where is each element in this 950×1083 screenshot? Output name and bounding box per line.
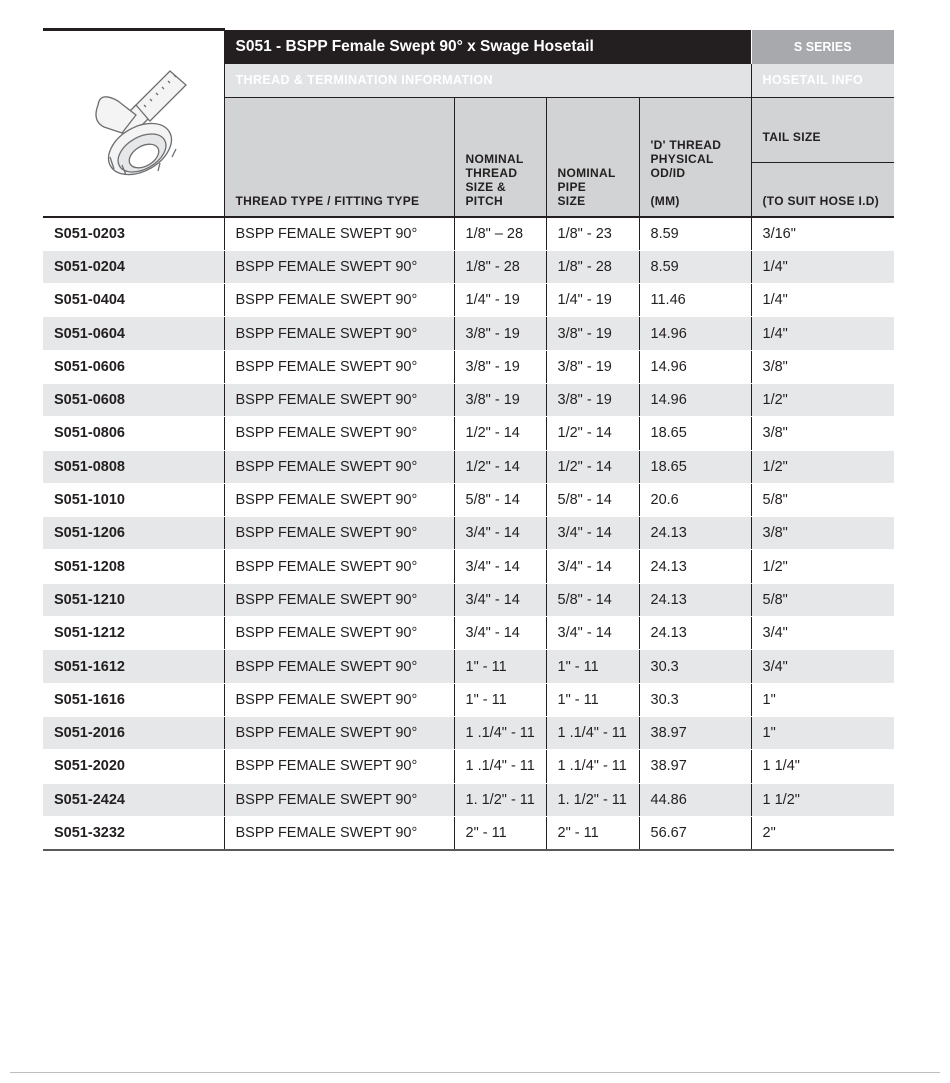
physical-od-cell: 14.96: [639, 317, 751, 350]
fitting-type-cell: BSPP FEMALE SWEPT 90°: [224, 550, 454, 583]
table-row: [43, 750, 894, 783]
table-row: [43, 250, 894, 283]
tail-size-cell: 3/4": [751, 650, 894, 683]
tail-size-cell: 1 1/4": [751, 750, 894, 783]
col-physical-od-unit: (MM): [650, 193, 680, 208]
thread-size-cell: 3/4" - 14: [454, 517, 546, 550]
thread-size-cell: 1" - 11: [454, 683, 546, 716]
physical-od-cell: 24.13: [639, 517, 751, 550]
physical-od-cell: 38.97: [639, 716, 751, 749]
fitting-type-cell: BSPP FEMALE SWEPT 90°: [224, 816, 454, 850]
table-title: S051 - BSPP Female Swept 90° x Swage Hosetail: [224, 30, 751, 64]
physical-od-cell: 18.65: [639, 450, 751, 483]
fitting-type-cell: BSPP FEMALE SWEPT 90°: [224, 783, 454, 816]
table-row: [43, 816, 894, 850]
part-number-cell: S051-0204: [43, 250, 224, 283]
pipe-size-cell: 1/8" - 28: [546, 250, 639, 283]
table-row: [43, 217, 894, 251]
tail-size-cell: 1/2": [751, 383, 894, 416]
physical-od-cell: 18.65: [639, 417, 751, 450]
table-row: [43, 617, 894, 650]
table-body: [43, 217, 894, 851]
pipe-size-cell: 1. 1/2" - 11: [546, 783, 639, 816]
part-number-cell: S051-0808: [43, 450, 224, 483]
pipe-size-cell: 3/4" - 14: [546, 517, 639, 550]
thread-size-cell: 1/8" – 28: [454, 217, 546, 251]
fitting-image: [43, 30, 224, 217]
pipe-size-cell: 1" - 11: [546, 650, 639, 683]
table-row: [43, 550, 894, 583]
part-number-cell: S051-1208: [43, 550, 224, 583]
pipe-size-cell: 3/8" - 19: [546, 350, 639, 383]
tail-size-cell: 1/4": [751, 317, 894, 350]
tail-size-cell: 3/4": [751, 617, 894, 650]
physical-od-cell: 24.13: [639, 583, 751, 616]
thread-size-cell: 1" - 11: [454, 650, 546, 683]
part-number-cell: S051-0806: [43, 417, 224, 450]
table-row: [43, 683, 894, 716]
tail-size-cell: 1/4": [751, 284, 894, 317]
part-number-cell: S051-0604: [43, 317, 224, 350]
fitting-type-cell: BSPP FEMALE SWEPT 90°: [224, 417, 454, 450]
thread-size-cell: 3/8" - 19: [454, 350, 546, 383]
fitting-type-cell: BSPP FEMALE SWEPT 90°: [224, 284, 454, 317]
physical-od-cell: 56.67: [639, 816, 751, 850]
tail-size-cell: 1/2": [751, 450, 894, 483]
physical-od-cell: 11.46: [639, 284, 751, 317]
thread-size-cell: 3/8" - 19: [454, 317, 546, 350]
table-row: [43, 350, 894, 383]
pipe-size-cell: 1 .1/4" - 11: [546, 716, 639, 749]
pipe-size-cell: 3/4" - 14: [546, 617, 639, 650]
physical-od-cell: 8.59: [639, 217, 751, 251]
pipe-size-cell: 1/8" - 23: [546, 217, 639, 251]
thread-size-cell: 1. 1/2" - 11: [454, 783, 546, 816]
fitting-type-cell: BSPP FEMALE SWEPT 90°: [224, 483, 454, 516]
pipe-size-cell: 5/8" - 14: [546, 583, 639, 616]
col-tail-size: TAIL SIZE: [751, 97, 894, 162]
physical-od-cell: 30.3: [639, 650, 751, 683]
thread-size-cell: 1/4" - 19: [454, 284, 546, 317]
thread-size-cell: 2" - 11: [454, 816, 546, 850]
part-number-cell: S051-1010: [43, 483, 224, 516]
pipe-size-cell: 1/2" - 14: [546, 450, 639, 483]
fitting-type-cell: BSPP FEMALE SWEPT 90°: [224, 750, 454, 783]
physical-od-cell: 24.13: [639, 617, 751, 650]
pipe-size-cell: 3/8" - 19: [546, 317, 639, 350]
col-fitting-type: THREAD TYPE / FITTING TYPE: [224, 97, 454, 217]
physical-od-cell: 14.96: [639, 350, 751, 383]
part-number-cell: S051-0608: [43, 383, 224, 416]
pipe-size-cell: 3/4" - 14: [546, 550, 639, 583]
table-row: [43, 450, 894, 483]
fitting-type-cell: BSPP FEMALE SWEPT 90°: [224, 683, 454, 716]
physical-od-cell: 20.6: [639, 483, 751, 516]
table-row: [43, 317, 894, 350]
tail-size-cell: 1/4": [751, 250, 894, 283]
physical-od-cell: 14.96: [639, 383, 751, 416]
thread-size-cell: 1/8" - 28: [454, 250, 546, 283]
tail-size-cell: 3/8": [751, 417, 894, 450]
thread-size-cell: 1/2" - 14: [454, 450, 546, 483]
col-physical-od-label: 'D' THREAD PHYSICAL OD/ID: [650, 137, 722, 180]
fitting-type-cell: BSPP FEMALE SWEPT 90°: [224, 583, 454, 616]
tail-size-cell: 5/8": [751, 483, 894, 516]
table-row: [43, 517, 894, 550]
pipe-size-cell: 1/2" - 14: [546, 417, 639, 450]
fitting-type-cell: BSPP FEMALE SWEPT 90°: [224, 517, 454, 550]
col-tail-note: (TO SUIT HOSE I.D): [751, 162, 894, 217]
table-row: [43, 783, 894, 816]
part-number-cell: S051-1212: [43, 617, 224, 650]
pipe-size-cell: 1 .1/4" - 11: [546, 750, 639, 783]
part-number-cell: S051-0606: [43, 350, 224, 383]
fitting-type-cell: BSPP FEMALE SWEPT 90°: [224, 617, 454, 650]
fitting-type-cell: BSPP FEMALE SWEPT 90°: [224, 716, 454, 749]
thread-size-cell: 3/4" - 14: [454, 583, 546, 616]
thread-size-cell: 5/8" - 14: [454, 483, 546, 516]
tail-size-cell: 1": [751, 716, 894, 749]
pipe-size-cell: 3/8" - 19: [546, 383, 639, 416]
fitting-type-cell: BSPP FEMALE SWEPT 90°: [224, 450, 454, 483]
tail-size-cell: 5/8": [751, 583, 894, 616]
table-row: [43, 716, 894, 749]
hosetail-info-section: HOSETAIL INFO: [751, 64, 894, 98]
tail-size-cell: 2": [751, 816, 894, 850]
fitting-type-cell: BSPP FEMALE SWEPT 90°: [224, 217, 454, 251]
thread-size-cell: 1/2" - 14: [454, 417, 546, 450]
footer-divider: [10, 1072, 940, 1073]
table-row: [43, 417, 894, 450]
fitting-type-cell: BSPP FEMALE SWEPT 90°: [224, 317, 454, 350]
col-pipe-size: NOMINAL PIPE SIZE: [546, 97, 639, 217]
table-row: [43, 483, 894, 516]
swept-elbow-fitting-icon: [78, 61, 188, 181]
thread-termination-section: THREAD & TERMINATION INFORMATION: [224, 64, 751, 98]
pipe-size-cell: 1" - 11: [546, 683, 639, 716]
table-row: [43, 383, 894, 416]
thread-size-cell: 1 .1/4" - 11: [454, 716, 546, 749]
tail-size-cell: 1/2": [751, 550, 894, 583]
part-number-cell: S051-2424: [43, 783, 224, 816]
tail-size-cell: 3/8": [751, 517, 894, 550]
col-thread-size: NOMINAL THREAD SIZE & PITCH: [454, 97, 546, 217]
physical-od-cell: 8.59: [639, 250, 751, 283]
table-row: [43, 583, 894, 616]
tail-size-cell: 3/8": [751, 350, 894, 383]
physical-od-cell: 30.3: [639, 683, 751, 716]
pipe-size-cell: 1/4" - 19: [546, 284, 639, 317]
part-number-cell: S051-0203: [43, 217, 224, 251]
pipe-size-cell: 2" - 11: [546, 816, 639, 850]
part-number-cell: S051-0404: [43, 284, 224, 317]
fitting-type-cell: BSPP FEMALE SWEPT 90°: [224, 383, 454, 416]
fitting-type-cell: BSPP FEMALE SWEPT 90°: [224, 650, 454, 683]
col-physical-od: [639, 97, 751, 217]
thread-size-cell: 1 .1/4" - 11: [454, 750, 546, 783]
series-label: S SERIES: [751, 30, 894, 64]
part-number-cell: S051-1616: [43, 683, 224, 716]
thread-size-cell: 3/8" - 19: [454, 383, 546, 416]
table-row: [43, 284, 894, 317]
tail-size-cell: 1 1/2": [751, 783, 894, 816]
pipe-size-cell: 5/8" - 14: [546, 483, 639, 516]
tail-size-cell: 1": [751, 683, 894, 716]
part-number-cell: S051-1210: [43, 583, 224, 616]
fitting-spec-table: [43, 28, 894, 851]
fitting-type-cell: BSPP FEMALE SWEPT 90°: [224, 250, 454, 283]
part-number-cell: S051-1206: [43, 517, 224, 550]
part-number-cell: S051-1612: [43, 650, 224, 683]
physical-od-cell: 44.86: [639, 783, 751, 816]
fitting-type-cell: BSPP FEMALE SWEPT 90°: [224, 350, 454, 383]
physical-od-cell: 38.97: [639, 750, 751, 783]
part-number-cell: S051-3232: [43, 816, 224, 850]
thread-size-cell: 3/4" - 14: [454, 617, 546, 650]
physical-od-cell: 24.13: [639, 550, 751, 583]
thread-size-cell: 3/4" - 14: [454, 550, 546, 583]
part-number-cell: S051-2020: [43, 750, 224, 783]
table-row: [43, 650, 894, 683]
tail-size-cell: 3/16": [751, 217, 894, 251]
part-number-cell: S051-2016: [43, 716, 224, 749]
